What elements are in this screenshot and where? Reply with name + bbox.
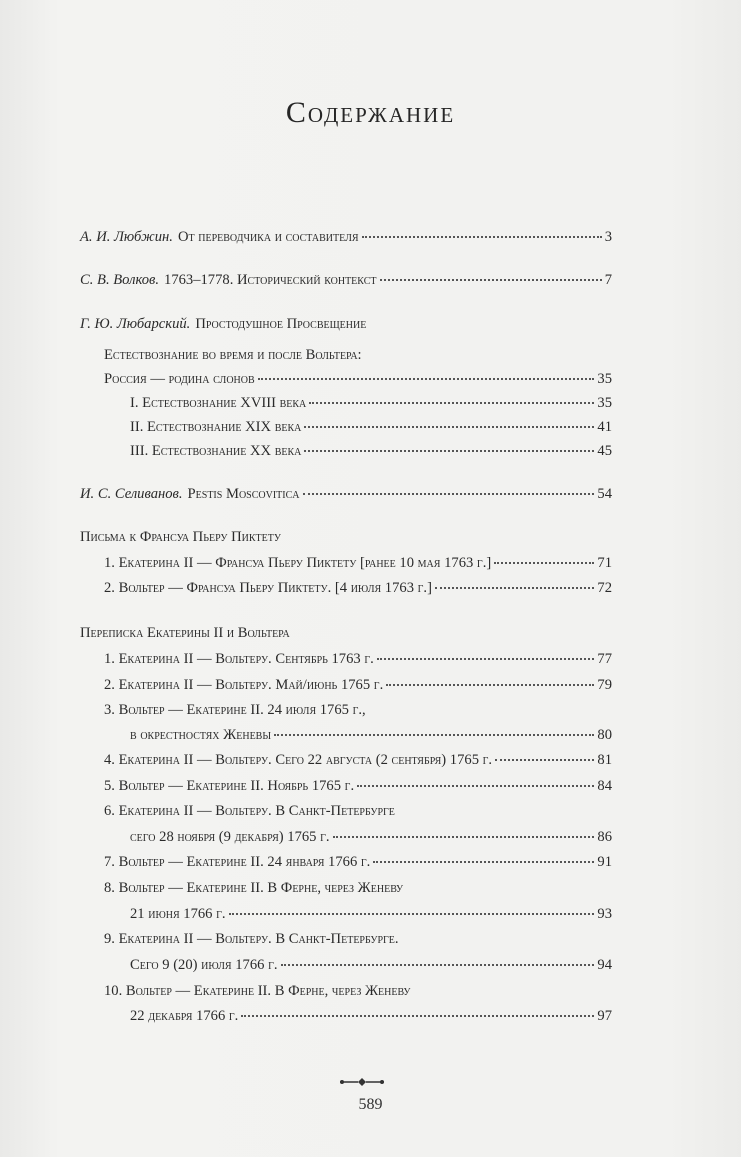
dot-leader — [380, 279, 602, 281]
toc-entry — [104, 555, 612, 572]
dot-leader — [435, 587, 594, 589]
toc-title: 9. Екатерина II — Вольтеру. В Санкт-Петербурге. — [104, 931, 399, 947]
toc-page-number: 94 — [597, 957, 612, 973]
toc-page-number: 91 — [597, 854, 612, 870]
toc-entry — [80, 529, 281, 546]
dot-leader — [357, 785, 594, 787]
toc-entry — [80, 625, 290, 642]
toc-entry — [130, 419, 612, 436]
dot-leader — [241, 1015, 594, 1017]
dot-leader — [495, 759, 594, 761]
toc-page-number: 86 — [597, 829, 612, 845]
toc-page-number: 35 — [597, 371, 612, 387]
toc-author: Г. Ю. Любарский. — [80, 316, 191, 332]
toc-entry — [104, 677, 612, 694]
toc-entry — [130, 1008, 612, 1025]
toc-title: I. Естествознание XVIII века — [130, 395, 307, 411]
toc-title: 10. Вольтер — Екатерине II. В Ферне, через Женеву — [104, 983, 411, 999]
toc-title: 2. Вольтер — Франсуа Пьеру Пиктету. [4 июля 1763 г.] — [104, 580, 432, 596]
dot-leader — [304, 426, 594, 428]
toc-page-number: 71 — [597, 555, 612, 571]
dot-leader — [386, 684, 594, 686]
dot-leader — [303, 493, 595, 495]
toc-title: Письма к Франсуа Пьеру Пиктету — [80, 529, 281, 545]
toc-title: 3. Вольтер — Екатерине II. 24 июля 1765 г., — [104, 702, 366, 718]
toc-title: 6. Екатерина II — Вольтеру. В Санкт-Петербурге — [104, 803, 395, 819]
toc-entry — [104, 651, 612, 668]
toc-page-number: 45 — [597, 443, 612, 459]
toc-entry — [130, 829, 612, 846]
toc-entry — [104, 983, 410, 1000]
toc-author: С. В. Волков. — [80, 272, 160, 288]
toc-title: Сего 9 (20) июля 1766 г. — [130, 957, 278, 973]
toc-entry — [104, 347, 362, 364]
dot-leader — [258, 378, 595, 380]
toc-page-number: 72 — [597, 580, 612, 596]
toc-title: в окрестностях Женевы — [130, 727, 272, 743]
toc-page-number: 35 — [597, 395, 612, 411]
toc-page-number: 54 — [597, 486, 612, 502]
page-title: Содержание — [285, 96, 456, 129]
toc-author: А. И. Любжин. — [80, 229, 173, 245]
toc-entry — [104, 854, 612, 871]
toc-entry — [130, 957, 612, 974]
toc-title: Pestis Moscovitica — [187, 486, 300, 502]
dot-leader — [281, 964, 595, 966]
dot-leader — [362, 236, 602, 238]
toc-entry — [130, 395, 612, 412]
toc-title: 2. Екатерина II — Вольтеру. Май/июнь 1765 г. — [104, 677, 384, 693]
toc-entry — [130, 727, 612, 744]
toc-title: Переписка Екатерины II и Вольтера — [80, 625, 290, 641]
toc-entry — [80, 272, 612, 289]
dot-leader — [304, 450, 594, 452]
toc-author: И. С. Селиванов. — [80, 486, 183, 502]
toc-page-number: 81 — [597, 752, 612, 768]
toc-entry — [80, 486, 612, 503]
toc-title: 1. Екатерина II — Франсуа Пьеру Пиктету [ранее 10 мая 1763 г.] — [104, 555, 492, 571]
toc-title: 4. Екатерина II — Вольтеру. Сего 22 августа (2 сентября) 1765 г. — [104, 752, 493, 768]
dot-leader — [494, 562, 594, 564]
toc-title: От переводчика и составителя — [177, 229, 359, 245]
toc-page-number: 3 — [604, 229, 612, 245]
toc-entry — [130, 906, 612, 923]
dot-leader — [373, 861, 594, 863]
toc-title: Простодушное Просвещение — [195, 316, 367, 332]
toc-title: 5. Вольтер — Екатерине II. Ноябрь 1765 г. — [104, 778, 355, 794]
toc-entry — [104, 580, 612, 597]
toc-entry — [104, 371, 612, 388]
dot-leader — [274, 734, 594, 736]
page-number: 589 — [358, 1096, 383, 1113]
toc-page-number: 77 — [597, 651, 612, 667]
toc-page-number: 41 — [597, 419, 612, 435]
toc-entry — [104, 803, 395, 820]
toc-entry — [104, 931, 399, 948]
dot-leader — [377, 658, 595, 660]
toc-title: сего 28 ноября (9 декабря) 1765 г. — [130, 829, 330, 845]
toc-title: 1763–1778. Исторический контекст — [164, 272, 377, 288]
toc-entry — [80, 229, 612, 246]
toc-page-number: 7 — [604, 272, 612, 288]
toc-title: 1. Екатерина II — Вольтеру. Сентябрь 1763 г. — [104, 651, 374, 667]
toc-title: 7. Вольтер — Екатерине II. 24 января 1766 г. — [104, 854, 371, 870]
toc-entry — [130, 443, 612, 460]
toc-title: III. Естествознание XX века — [130, 443, 302, 459]
toc-title: 8. Вольтер — Екатерине II. В Ферне, через Женеву — [104, 880, 404, 896]
toc-title: Россия — родина слонов — [104, 371, 255, 387]
toc-title: II. Естествознание XIX века — [130, 419, 302, 435]
toc-entry — [104, 752, 612, 769]
toc-title: 21 июня 1766 г. — [130, 906, 226, 922]
toc-entry — [80, 316, 366, 333]
toc-entry — [104, 880, 403, 897]
toc-page-number: 80 — [597, 727, 612, 743]
dot-leader — [229, 913, 595, 915]
toc-page-number: 84 — [597, 778, 612, 794]
toc-entry — [104, 778, 612, 795]
toc-title: Естествознание во время и после Вольтера: — [104, 347, 362, 363]
ornament-divider — [338, 1077, 386, 1087]
toc-page-number: 79 — [597, 677, 612, 693]
toc-title: 22 декабря 1766 г. — [130, 1008, 239, 1024]
dot-leader — [309, 402, 594, 404]
dot-leader — [333, 836, 595, 838]
toc-entry — [104, 702, 366, 719]
toc-page-number: 93 — [597, 906, 612, 922]
toc-page-number: 97 — [597, 1008, 612, 1024]
